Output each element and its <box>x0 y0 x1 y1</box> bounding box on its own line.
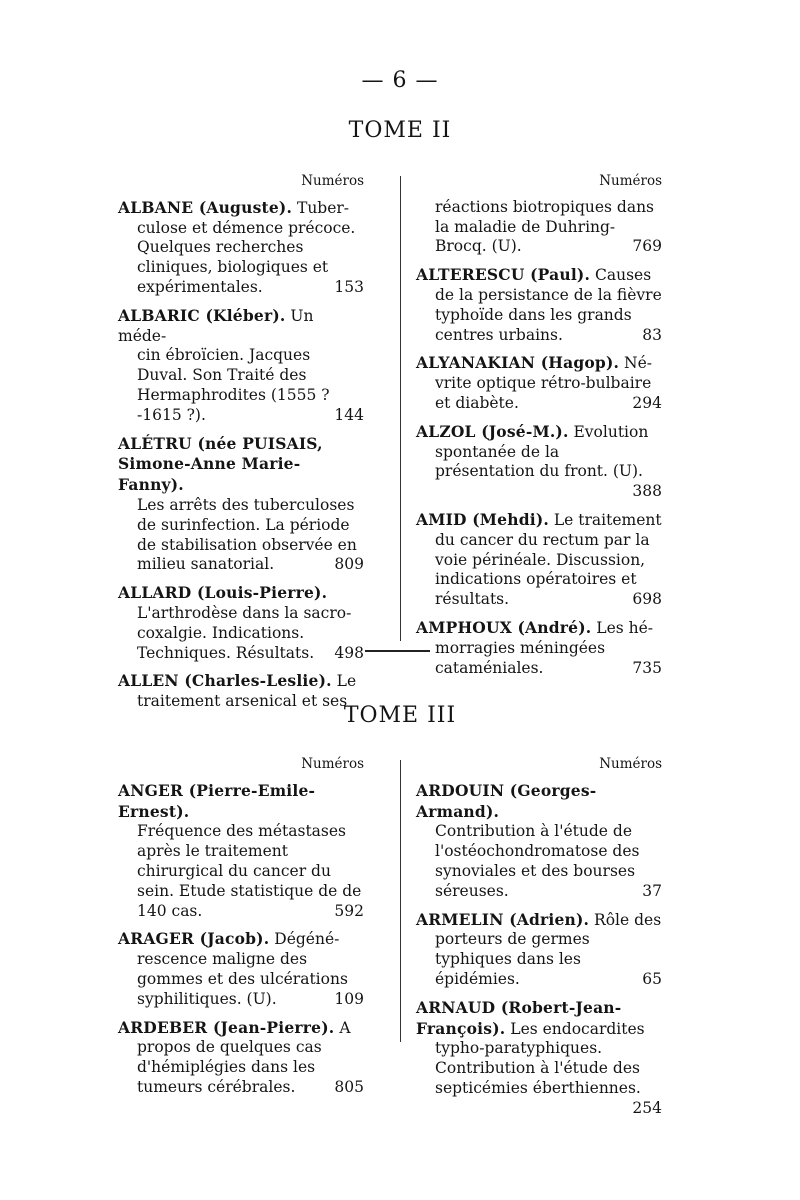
index-entry <box>118 198 364 298</box>
author-name: ARDOUIN (Georges-Armand). <box>416 780 597 821</box>
author-name: ALÉTRU (née PUISAIS, Simone-Anne Marie-Fanny). <box>118 433 323 495</box>
tome-ii-title: TOME II <box>348 118 452 143</box>
entry-text: culose et démence précoce. Quelques recherches cliniques, biologiques et expérimentales. <box>137 218 356 296</box>
entry-text: rescence maligne des gommes et des ulcérations syphilitiques. (U). <box>137 950 348 1008</box>
entry-title-start: Tuber- <box>296 198 350 217</box>
entry-number: 388 <box>632 482 662 501</box>
entry-text: vrite optique rétro-bulbaire et diabète. <box>435 374 652 412</box>
entry-number: 805 <box>334 1077 364 1096</box>
entry-text: de la persistance de la fièvre typhoïde dans les grands centres urbains. <box>435 285 662 344</box>
entry-text: typho-paratyphiques. Contribution à l'étude des septicémies éberthiennes. <box>435 1039 641 1097</box>
entry-number: 769 <box>632 237 662 256</box>
entry-text: traitement arsenical et ses <box>137 692 348 711</box>
author-name: ALLARD (Louis-Pierre). <box>118 583 328 603</box>
entry-text: Contribution à l'étude de l'ostéochondromatose des synoviales et des bourses séreuses. <box>435 822 640 900</box>
numeros-header: Numéros <box>301 173 364 189</box>
author-name: ALLEN (Charles-Leslie). <box>118 671 332 691</box>
index-entry <box>118 781 364 922</box>
author-name: ALZOL (José-M.). <box>416 421 569 441</box>
tome-ii-left-column <box>118 172 364 720</box>
entry-title-start: Les endocardites <box>510 1019 645 1038</box>
index-entry <box>416 510 662 610</box>
entry-number: 37 <box>642 881 662 900</box>
entry-number: 109 <box>334 989 364 1008</box>
index-entry <box>416 353 662 413</box>
entry-title-start: Né- <box>624 354 653 373</box>
entry-text: du cancer du rectum par la voie périnéale. Discussion, indications opératoires et résultats. <box>435 530 650 609</box>
entry-number: 254 <box>632 1098 662 1117</box>
entry-number: 153 <box>334 277 364 296</box>
entry-text: propos de quelques cas d'hémiplégies dans les tumeurs cérébrales. <box>137 1038 322 1096</box>
author-name: ARAGER (Jacob). <box>118 929 270 949</box>
index-entry <box>118 929 364 1009</box>
entry-number: 735 <box>632 658 662 677</box>
entry-text: L'arthrodèse dans la sacro-coxalgie. Indications. Techniques. Résultats. <box>137 603 352 662</box>
author-name: ALBARIC (Kléber). <box>118 305 286 325</box>
entry-number: 294 <box>632 393 662 412</box>
entry-title-start: Evolution <box>573 422 649 441</box>
entry-title-start: Les hé- <box>596 618 654 637</box>
numeros-header: Numéros <box>301 756 364 772</box>
index-entry <box>416 618 662 678</box>
author-name: ARDEBER (Jean-Pierre). <box>118 1017 335 1037</box>
entry-number: 65 <box>642 969 662 988</box>
index-entry <box>118 583 364 663</box>
entry-number: 498 <box>334 643 364 662</box>
column-divider <box>400 176 401 641</box>
entry-title-start: Le <box>336 672 357 691</box>
entry-text: Fréquence des métastases après le traitement chirurgical du cancer du sein. Etude statistique de de 140 cas. <box>137 822 362 920</box>
author-name: ARMELIN (Adrien). <box>416 909 590 929</box>
numeros-header: Numéros <box>599 173 662 189</box>
column-divider <box>400 760 401 1042</box>
index-entry <box>118 434 364 576</box>
entry-number: 144 <box>334 405 364 424</box>
tome-iii-title: TOME III <box>343 703 457 728</box>
entry-number: 592 <box>334 901 364 920</box>
author-name: ALYANAKIAN (Hagop). <box>416 353 620 373</box>
author-name: ARNAUD (Robert-Jean-François). <box>416 997 622 1038</box>
entry-continuation <box>416 198 662 257</box>
author-name: ALBANE (Auguste). <box>118 197 293 217</box>
entry-title-start: Dégéné- <box>274 930 340 949</box>
entry-title-start: Causes <box>595 266 652 285</box>
section-divider <box>365 650 430 652</box>
entry-text: spontanée de la présentation du front. (U). <box>435 442 643 481</box>
page-number: — 6 — <box>361 68 439 93</box>
index-entry <box>118 1018 364 1098</box>
author-name: ANGER (Pierre-Emile-Ernest). <box>118 780 316 821</box>
index-entry <box>416 265 662 345</box>
entry-text: porteurs de germes typhiques dans les épidémies. <box>435 930 590 988</box>
entry-text: cin ébroïcien. Jacques Duval. Son Traité des Hermaphrodites (1555 ? -1615 ?). <box>137 346 330 424</box>
entry-title-start: A <box>339 1018 351 1037</box>
entry-text: Les arrêts des tuberculoses de surinfection. La période de stabilisation observée en milieu sanatorial. <box>137 495 357 574</box>
index-entry <box>416 998 662 1119</box>
numeros-header: Numéros <box>599 756 662 772</box>
tome-iii-left-column <box>118 755 364 1106</box>
tome-iii-right-column <box>416 755 662 1127</box>
author-name: AMPHOUX (André). <box>416 617 592 637</box>
entry-number: 809 <box>334 555 364 574</box>
author-name: ALTERESCU (Paul). <box>416 265 591 285</box>
entry-text: réactions biotropiques dans la maladie de Duhring-Brocq. (U). <box>435 197 655 256</box>
index-entry <box>416 910 662 990</box>
entry-title-start: Le traitement <box>553 510 662 529</box>
index-entry <box>416 422 662 502</box>
author-name: AMID (Mehdi). <box>416 509 549 529</box>
entry-number: 698 <box>632 590 662 609</box>
entry-title-start: Un méde- <box>118 306 314 345</box>
entry-text: morragies méningées cataméniales. <box>435 638 606 677</box>
tome-ii-right-column <box>416 172 662 686</box>
entry-title-start: Rôle des <box>594 910 662 929</box>
entry-number: 83 <box>642 325 662 344</box>
index-entry <box>118 306 364 426</box>
index-entry <box>416 781 662 902</box>
